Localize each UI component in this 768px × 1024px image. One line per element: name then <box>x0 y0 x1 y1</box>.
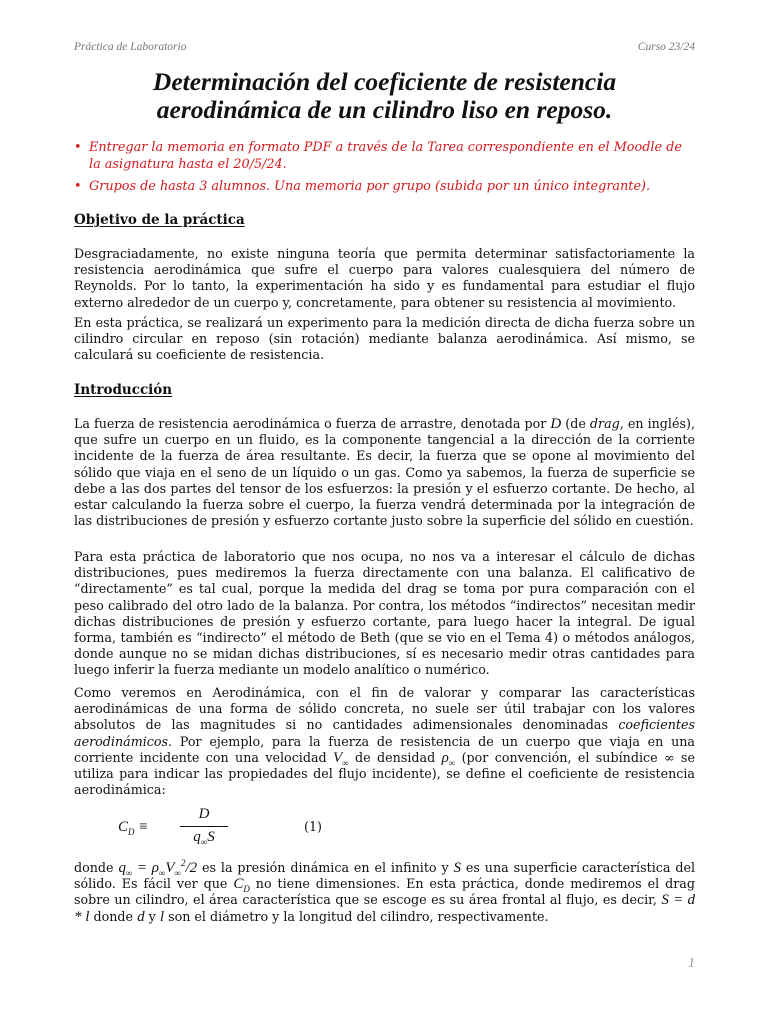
length-symbol: l <box>159 908 165 925</box>
text-run: no tiene dimensiones. En esta práctica, donde mediremos el drag sobre un cilindro, el área característica que se escoge es su área frontal al flujo, es decir, <box>74 876 695 908</box>
text-run: (por convención, el subíndice ∞ se utiliza para indicar las propiedades del flujo incidente), se define el coeficiente de resistencia aerodinámica: <box>74 749 695 798</box>
text-run: Como veremos en Aerodinámica, con el fin de valorar y comparar las características aerodinámicas de una forma de sólido concreta, no suele ser útil trabajar con los valores absolutos de las magnitudes si no cantidades adimensionales denominadas <box>74 685 695 733</box>
drag-symbol: D <box>550 416 562 432</box>
text-run: son el diámetro y la longitud del cilindro, respectivamente. <box>168 908 549 924</box>
text-run: La fuerza de resistencia aerodinámica o fuerza de arrastre, denotada por <box>74 416 547 431</box>
text-run: . Por ejemplo, para la fuerza de resistencia de un cuerpo que viaja en una corriente incidente con una velocidad <box>74 733 695 765</box>
document-title <box>74 68 695 124</box>
text-run: donde <box>93 908 134 924</box>
section-heading-objective: Objetivo de la práctica <box>74 212 245 228</box>
header-course-type: Práctica de Laboratorio <box>74 41 187 53</box>
note-item <box>74 140 695 173</box>
header-academic-year: Curso 23/24 <box>637 41 695 53</box>
document-page <box>74 0 695 1024</box>
text-run: , en inglés), que sufre un cuerpo en un fluido, es la componente tangencial a la dirección de la corriente incidente de la fuerza de área resultante. Es decir, la fuerza que se opone al movimiento del sólido que viaja en el seno de un líquido o un gas. Como ya sabemos, la fuerza de superficie se debe a las dos partes del tensor de los esfuerzos: la presión y el esfuerzo cortante. De hecho, al estar calculando la fuerza sobre el cuerpo, la fuerza vendrá determinada por la integración de las distribuciones de presión y esfuerzo cortante justo sobre la superficie del sólido en cuestión. <box>74 416 695 529</box>
intro-paragraph-2: Para esta práctica de laboratorio que nos ocupa, no nos va a interesar el cálculo de dichas distribuciones, pues mediremos la fuerza directamente con una balanza. El calificativo de “directamente” es tal cual, porque la medida del drag se toma por pura comparación con el peso calibrado del otro lado de la balanza. Por contra, los métodos “indirectos” necesitan medir dichas distribuciones de presión y esfuerzo cortante, para luego hacer la integral. De igual forma, también es “indirecto” el método de Beth (que se vio en el Tema 4) o métodos análogos, donde aunque no se midan dichas distribuciones, sí es necesario medir otras cantidades para luego inferir la fuerza mediante un modelo analítico o numérico. <box>74 549 695 678</box>
objective-paragraph-2: En esta práctica, se realizará un experimento para la medición directa de dicha fuerza sobre un cilindro circular en reposo (sin rotación) mediante balanza aerodinámica. Así mismo, se calculará su coeficiente de resistencia. <box>74 315 695 363</box>
text-run: donde <box>74 860 114 875</box>
fraction-bar <box>180 826 228 827</box>
text-run: es una superficie característica del sólido. Es fácil ver que <box>74 860 696 892</box>
text-run: de densidad <box>355 749 436 765</box>
drag-coefficient-symbol: $C_D$ <box>233 876 250 895</box>
equation-number: (1) <box>304 819 322 834</box>
intro-paragraph-1 <box>74 416 695 529</box>
velocity-symbol: $V_\infty$ <box>333 749 349 768</box>
surface-symbol: S <box>453 860 462 876</box>
emphasis-drag: drag <box>589 416 620 431</box>
dynamic-pressure-formula: $q_\infty = \rho_\infty V_\infty^2/2$ <box>118 858 198 878</box>
note-text: Grupos de hasta 3 alumnos. Una memoria por grupo (subida por un único integrante). <box>89 179 651 194</box>
equation-lhs: $C_D$ ≡ <box>118 819 149 837</box>
density-symbol: $\rho_\infty$ <box>441 749 456 768</box>
diameter-symbol: d <box>137 908 145 925</box>
area-formula: S = d * l <box>74 892 696 925</box>
bullet-icon: • <box>74 179 82 194</box>
title-line-1: Determinación del coeficiente de resistencia <box>152 67 617 96</box>
equation-fraction <box>180 806 228 846</box>
text-run: (de <box>565 416 586 431</box>
intro-paragraph-3 <box>74 685 695 798</box>
note-text: Entregar la memoria en formato PDF a través de la Tarea correspondiente en el Moodle de la asignatura hasta el 20/5/24. <box>89 140 682 172</box>
fraction-numerator: D <box>198 806 210 822</box>
note-item <box>74 179 695 196</box>
objective-paragraph-1: Desgraciadamente, no existe ninguna teoría que permita determinar satisfactoriamente la resistencia aerodinámica que sufre el cuerpo para valores cualesquiera del número de Reynolds. Por lo tanto, la experimentación ha sido y es fundamental para estudiar el flujo externo alrededor de un cuerpo y, concretamente, para obtener su resistencia al movimiento. <box>74 246 695 310</box>
text-run: y <box>148 908 156 924</box>
running-header <box>74 41 695 57</box>
emphasis-coefficients: coeficientes aerodinámicos <box>74 717 695 749</box>
section-heading-introduction: Introducción <box>74 382 173 398</box>
intro-paragraph-4 <box>74 860 695 925</box>
bullet-icon: • <box>74 140 82 155</box>
submission-notes <box>74 140 695 202</box>
page-number: 1 <box>688 956 695 971</box>
title-line-2: aerodinámica de un cilindro liso en reposo. <box>156 95 613 124</box>
equation-drag-coefficient <box>118 806 358 850</box>
fraction-denominator: $q_\infty S$ <box>193 829 215 847</box>
text-run: es la presión dinámica en el infinito y <box>202 860 449 875</box>
